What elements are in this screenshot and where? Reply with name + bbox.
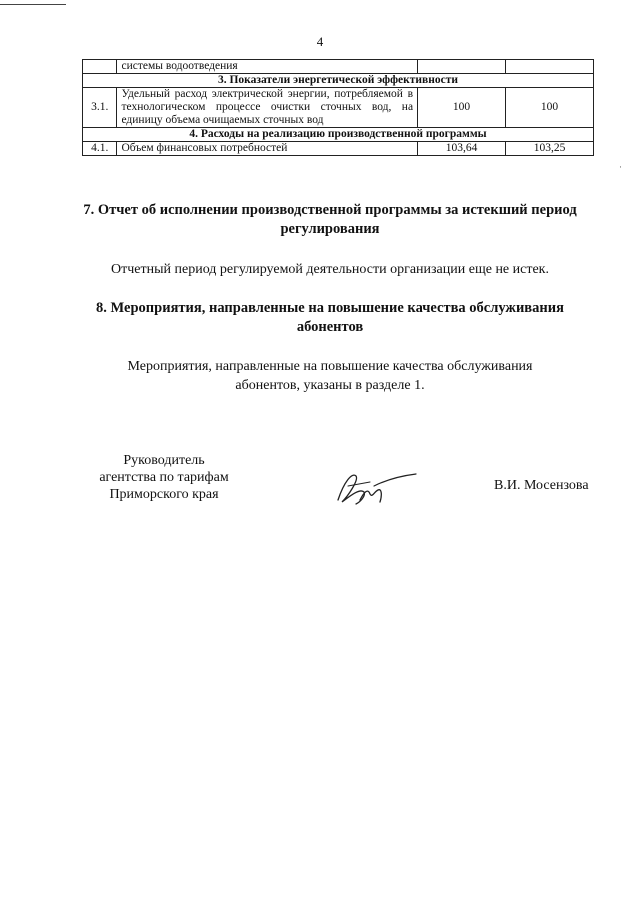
section-8-heading bbox=[60, 299, 600, 337]
value-year-2 bbox=[506, 60, 594, 74]
row-number bbox=[83, 60, 117, 74]
signer-title-line-2: агентства по тарифам bbox=[99, 470, 229, 485]
indicator-name: Объем финансовых потребностей bbox=[117, 142, 418, 156]
signer-title-line-1: Руководитель bbox=[123, 453, 205, 468]
table-row bbox=[83, 88, 594, 128]
section-title: 3. Показатели энергетической эффективности bbox=[83, 74, 594, 88]
value-year-1: 100 bbox=[418, 88, 506, 128]
value-year-1 bbox=[418, 60, 506, 74]
handwritten-signature bbox=[330, 462, 420, 512]
section-7-heading bbox=[60, 201, 600, 239]
section-7-text: Отчетный период регулируемой деятельности организации еще не истек. bbox=[111, 262, 549, 277]
section-8-text-line-2: абонентов, указаны в разделе 1. bbox=[235, 378, 425, 393]
section-7-heading-line-1: 7. Отчет об исполнении производственной программы за истекший период bbox=[83, 202, 577, 218]
signer-title-line-3: Приморского края bbox=[109, 487, 219, 502]
table-section-row bbox=[83, 128, 594, 142]
indicator-name: системы водоотведения bbox=[117, 60, 418, 74]
table-row bbox=[83, 142, 594, 156]
section-8-heading-line-2: абонентов bbox=[296, 319, 364, 335]
table-row bbox=[83, 60, 594, 74]
section-title: 4. Расходы на реализацию производственной программы bbox=[83, 128, 594, 142]
page-number: 4 bbox=[316, 34, 324, 49]
section-8-text-line-1: Мероприятия, направленные на повышение качества обслуживания bbox=[127, 359, 533, 374]
table-section-row bbox=[83, 74, 594, 88]
row-number: 3.1. bbox=[83, 88, 117, 128]
signer-title bbox=[84, 452, 244, 503]
indicator-name: Удельный расход электрической энергии, потребляемой в технологическом процессе очистки сточных вод, на единицу объема очищаемых сточных вод bbox=[117, 88, 418, 128]
section-8-text bbox=[60, 357, 600, 395]
section-7-heading-line-2: регулирования bbox=[280, 221, 380, 237]
signer-name: В.И. Мосензова bbox=[494, 478, 589, 493]
row-number: 4.1. bbox=[83, 142, 117, 156]
corner-rule bbox=[0, 4, 66, 5]
value-year-2: 103,25 bbox=[506, 142, 594, 156]
scan-mark: · bbox=[619, 162, 622, 172]
indicators-table bbox=[82, 59, 594, 156]
value-year-1: 103,64 bbox=[418, 142, 506, 156]
value-year-2: 100 bbox=[506, 88, 594, 128]
section-8-heading-line-1: 8. Мероприятия, направленные на повышение качества обслуживания bbox=[96, 300, 564, 316]
